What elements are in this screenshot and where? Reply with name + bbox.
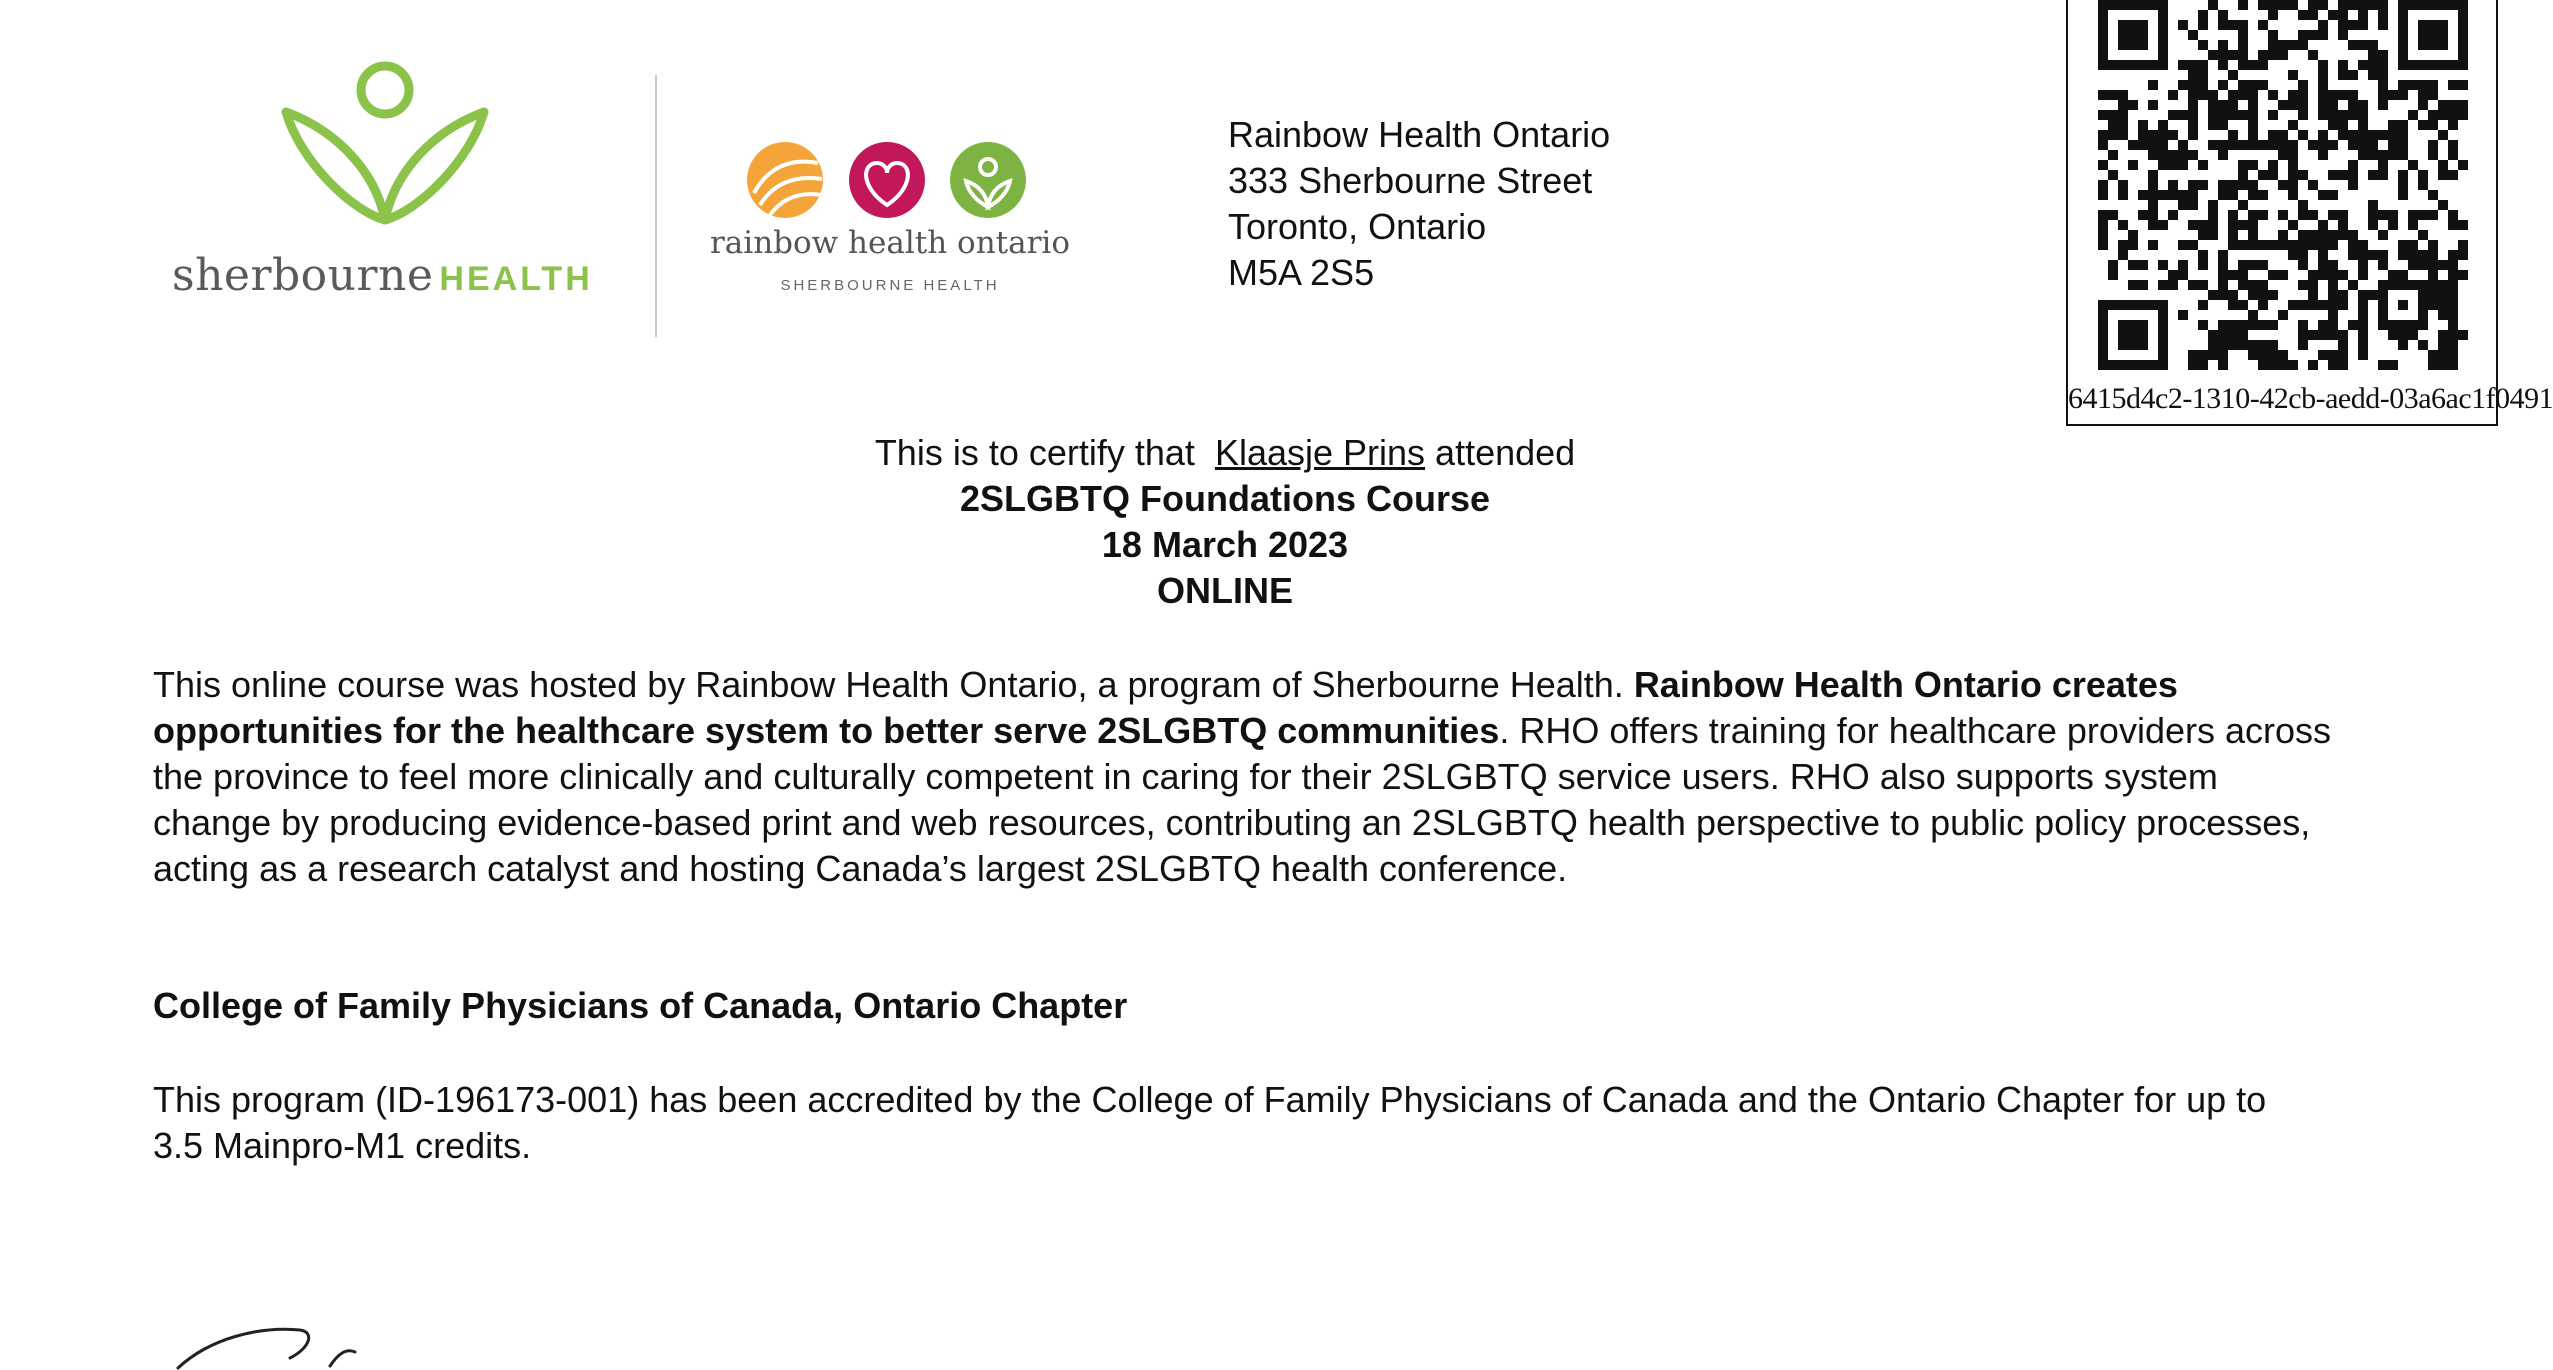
course-title: 2SLGBTQ Foundations Course bbox=[959, 478, 1490, 519]
rho-circles-icon bbox=[740, 135, 1040, 225]
rho-wordmark: rainbow health ontario bbox=[709, 225, 1071, 261]
sherbourne-word: sherbourne bbox=[172, 250, 434, 301]
logo-divider bbox=[655, 75, 657, 337]
accreditation-heading: College of Family Physicians of Canada, Ontario Chapter bbox=[153, 985, 1128, 1026]
address-line: 333 Sherbourne Street bbox=[1228, 160, 1593, 201]
address-line: M5A 2S5 bbox=[1228, 252, 1375, 293]
sherbourne-sprout-icon bbox=[280, 60, 490, 230]
address-line: Toronto, Ontario bbox=[1228, 206, 1487, 247]
certify-suffix: attended bbox=[1435, 432, 1576, 473]
accreditation-text: This program (ID-196173-001) has been accredited by the College of Family Physicians of Canada and the Ontario Chapter for up to 3.5 Mainpro-M1 credits. bbox=[153, 1079, 2267, 1166]
course-mode: ONLINE bbox=[1156, 570, 1293, 611]
certify-prefix: This is to certify that bbox=[874, 432, 1195, 473]
orange-circle-icon bbox=[747, 142, 823, 218]
course-description bbox=[153, 662, 2343, 892]
health-word: HEALTH bbox=[439, 260, 593, 298]
signature-mark bbox=[170, 1318, 390, 1370]
certificate-id: 6415d4c2-1310-42cb-aedd-03a6ac1f0491 bbox=[2068, 382, 2553, 415]
description-part1: This online course was hosted by Rainbow Health Ontario, a program of Sherbourne Health. bbox=[153, 664, 1634, 705]
sherbourne-health-logo bbox=[160, 60, 610, 320]
heart-circle-icon bbox=[849, 142, 925, 218]
qr-code-box bbox=[2066, 0, 2553, 426]
address-line: Rainbow Health Ontario bbox=[1228, 114, 1611, 155]
address-block bbox=[1228, 112, 1610, 296]
course-date: 18 March 2023 bbox=[1101, 524, 1349, 565]
rho-subtitle: SHERBOURNE HEALTH bbox=[780, 277, 1000, 294]
certify-line bbox=[0, 430, 2450, 476]
sprout-circle-icon bbox=[950, 142, 1026, 218]
qr-code-icon bbox=[2098, 0, 2468, 370]
attendee-name: Klaasje Prins bbox=[1214, 432, 1426, 473]
description-bold: Rainbow Health Ontario creates opportunities for the healthcare system to better serve 2SLGBTQ communities bbox=[153, 664, 2178, 751]
rainbow-health-ontario-logo bbox=[700, 125, 1080, 315]
description-part2: . RHO offers training for healthcare providers across the province to feel more clinically and culturally competent in caring for their 2SLGBTQ service users. RHO also supports system change by producing evidence-based print and web resources, contributing an 2SLGBTQ health perspective to public policy processes, acting as a research catalyst and hosting Canada’s largest 2SLGBTQ health conference. bbox=[153, 710, 2332, 889]
sherbourne-wordmark bbox=[172, 250, 593, 301]
certificate-statement bbox=[0, 430, 2450, 614]
